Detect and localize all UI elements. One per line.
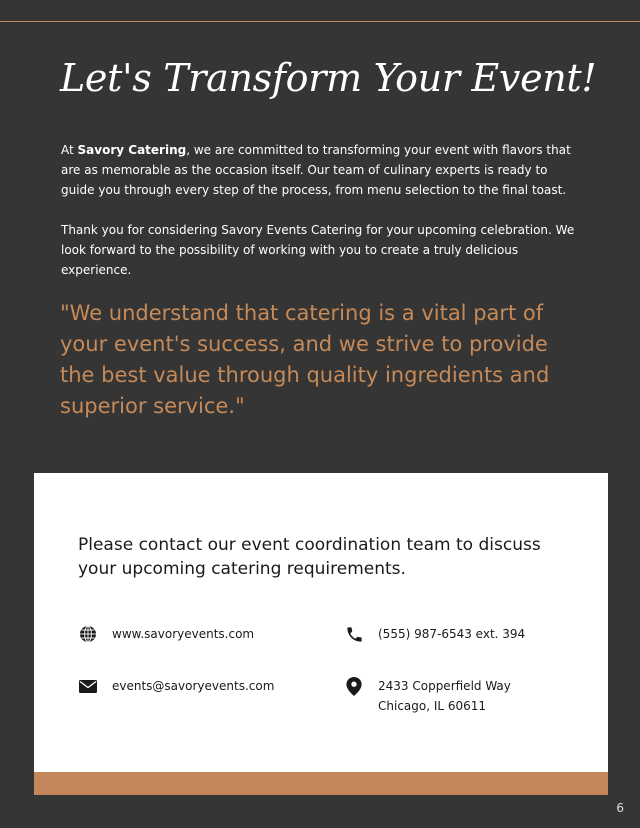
phone-icon bbox=[344, 624, 364, 644]
page-title: Let's Transform Your Event! bbox=[60, 56, 597, 100]
email-text[interactable]: events@savoryevents.com bbox=[112, 679, 275, 693]
top-divider bbox=[0, 21, 640, 22]
map-pin-icon bbox=[344, 676, 364, 696]
brand-name: Savory Catering bbox=[77, 143, 187, 157]
intro-prefix: At bbox=[61, 143, 78, 157]
address-text bbox=[378, 676, 511, 716]
intro-paragraph bbox=[61, 140, 581, 200]
contact-address bbox=[344, 676, 511, 716]
contact-card bbox=[34, 473, 608, 772]
contact-intro: Please contact our event coordination team to discuss your upcoming catering requirements. bbox=[78, 535, 541, 579]
address-line-1: 2433 Copperfield Way bbox=[378, 679, 511, 693]
website-text[interactable]: www.savoryevents.com bbox=[112, 627, 255, 641]
contact-phone bbox=[344, 624, 525, 644]
address-line-2: Chicago, IL 60611 bbox=[378, 699, 487, 713]
thanks-paragraph: Thank you for considering Savory Events Catering for your upcoming celebration. We look forward to the possibility of working with you to create a truly delicious experience. bbox=[61, 223, 575, 277]
page-number: 6 bbox=[616, 801, 624, 815]
pull-quote: "We understand that catering is a vital part of your event's success, and we strive to provide the best value through quality ingredients and superior service." bbox=[60, 301, 550, 418]
globe-icon bbox=[78, 624, 98, 644]
envelope-icon bbox=[78, 676, 98, 696]
card-accent-bar bbox=[34, 772, 608, 795]
intro-body: , we are committed to transforming your event with flavors that are as memorable as the occasion itself. Our team of culinary experts is ready to guide you through every step of the process, from menu selection to the final toast. bbox=[61, 143, 571, 197]
phone-text[interactable]: (555) 987-6543 ext. 394 bbox=[378, 627, 526, 641]
contact-email bbox=[78, 676, 274, 696]
contact-website bbox=[78, 624, 254, 644]
